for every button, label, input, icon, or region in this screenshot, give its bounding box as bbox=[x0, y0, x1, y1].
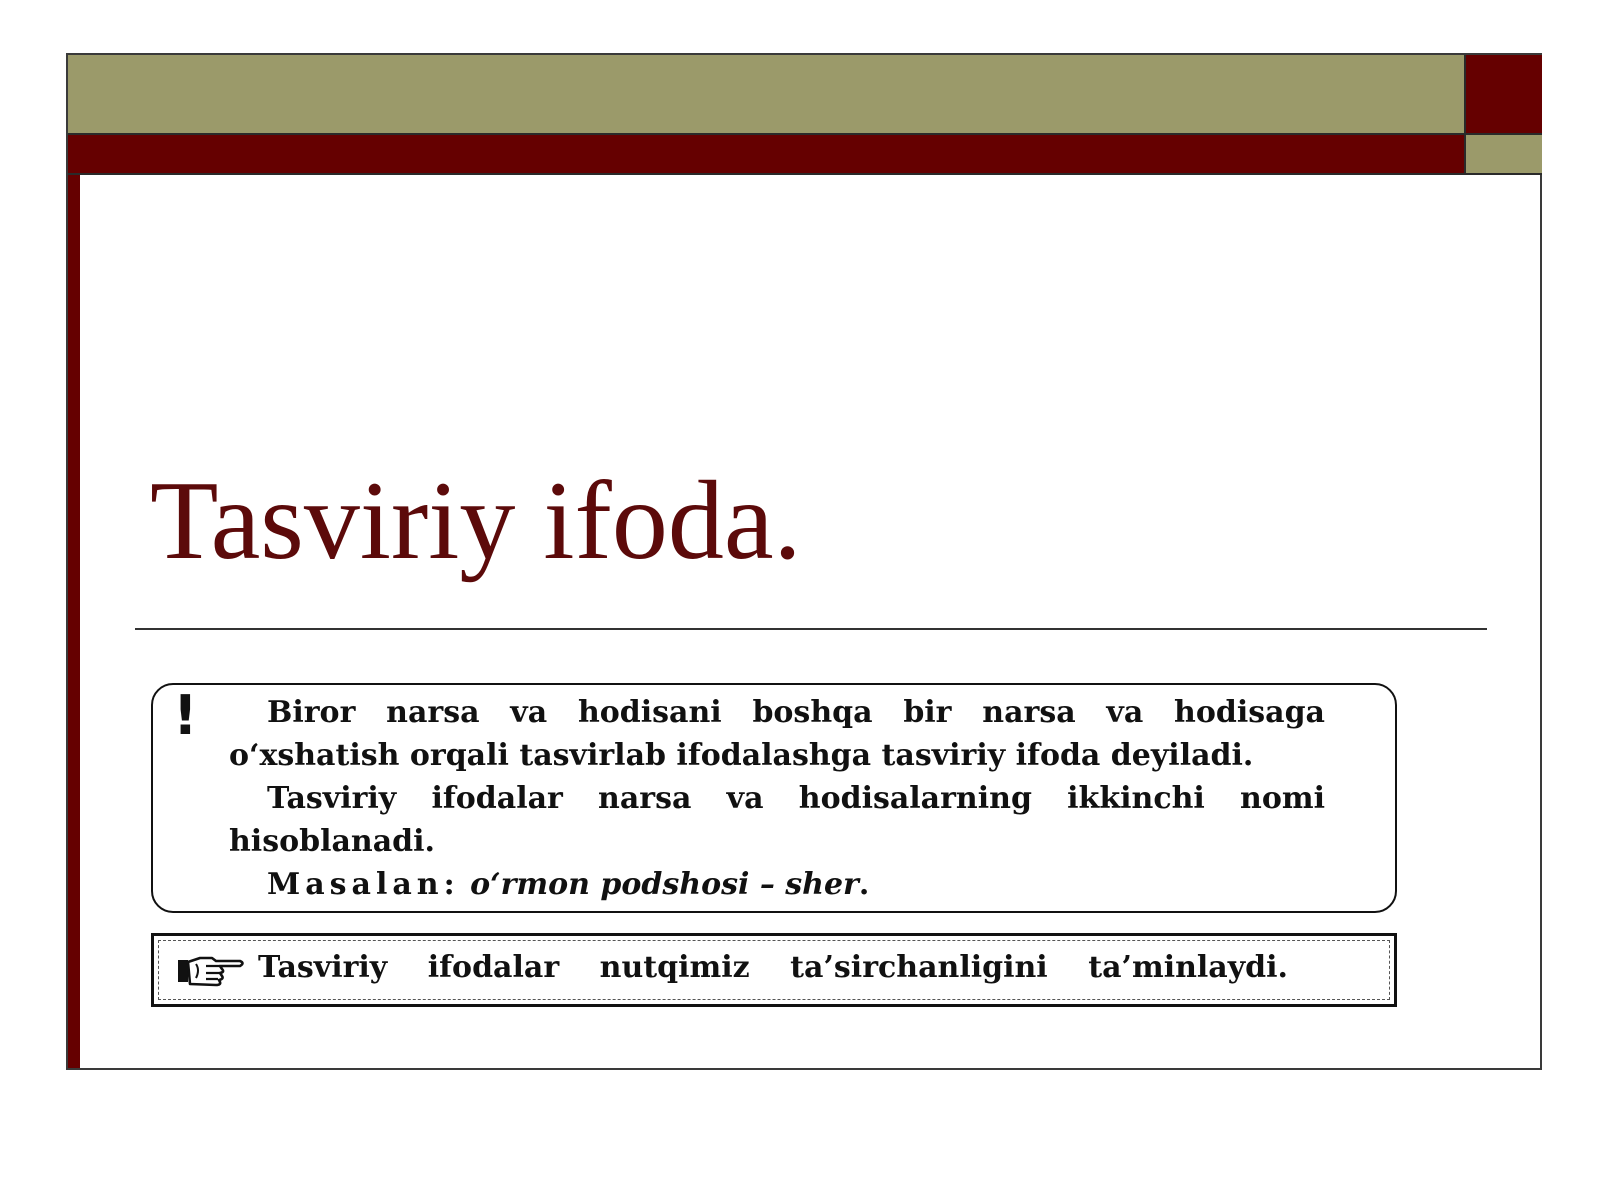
pointing-hand-icon bbox=[176, 952, 246, 988]
exclamation-icon: ! bbox=[173, 684, 198, 747]
definition-text bbox=[229, 691, 1325, 906]
definition-paragraph: Biror narsa va hodisani boshqa bir narsa va hodisaga o‘xshatish orqali tasvirlab ifodalashga tasviriy ifoda deyiladi. bbox=[229, 695, 1325, 773]
header-band-red bbox=[68, 135, 1464, 175]
example-end: . bbox=[858, 867, 870, 902]
corner-block-red bbox=[1464, 55, 1542, 135]
definition-paragraph-second: Tasviriy ifodalar narsa va hodisalarning ikkinchi nomi hisoblanadi. bbox=[229, 781, 1325, 859]
header-band-olive bbox=[68, 55, 1464, 135]
note-text: Tasviriy ifodalar nutqimiz ta’sirchanligini ta’minlaydi. bbox=[258, 950, 1288, 985]
corner-block-olive bbox=[1464, 135, 1542, 175]
title-divider bbox=[135, 628, 1487, 630]
slide bbox=[66, 53, 1542, 1070]
left-accent-bar bbox=[68, 175, 80, 1068]
note-box bbox=[151, 933, 1397, 1007]
slide-title: Tasviriy ifoda. bbox=[150, 459, 802, 583]
example-line bbox=[229, 863, 1325, 906]
example-label: Masalan: bbox=[267, 867, 460, 902]
example-text: o‘rmon podshosi – sher bbox=[470, 867, 859, 902]
definition-box bbox=[151, 683, 1397, 913]
